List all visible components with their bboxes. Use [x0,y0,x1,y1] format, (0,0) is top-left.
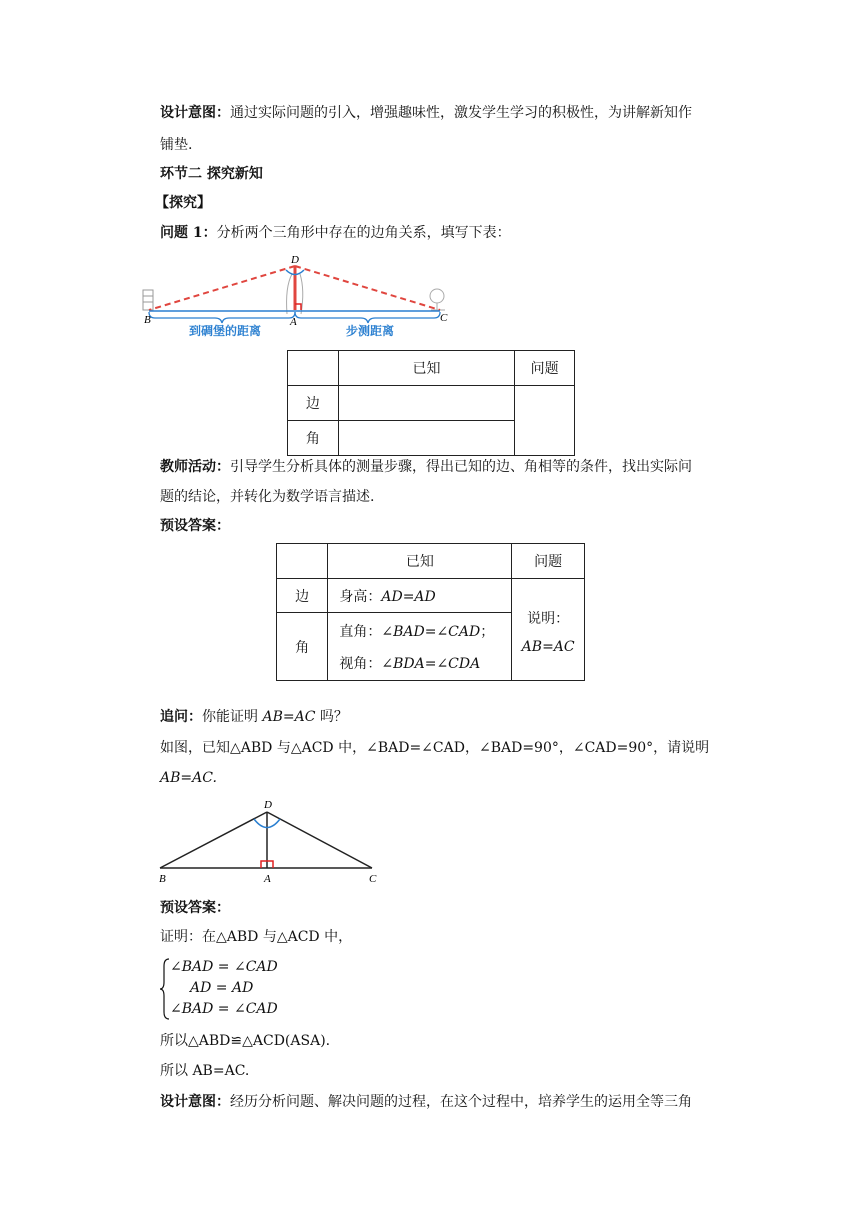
table-2-angle-line-2 [339,649,511,679]
system-line-2: AD = AD [190,980,254,996]
label-paced-distance: 步测距离 [346,324,395,338]
design-intent-2-text: 经历分析问题、解决问题的过程，在这个过程中，培养学生的运用全等三角 [230,1094,692,1110]
teacher-activity-text-1: 引导学生分析具体的测量步骤，得出已知的边、角相等的条件，找出实际问 [230,459,692,475]
design-intent-2 [160,1092,730,1112]
dashed-line-dc [295,266,440,310]
table-2-filled [276,543,585,681]
proof-congruent-line: 所以△ABD≌△ACD(ASA). [160,1033,331,1049]
segment-dc [267,812,372,868]
followup-line-2: AB=AC. [160,770,217,786]
intro-paragraph-line-1 [160,103,730,123]
table-2-question-cell [512,579,585,681]
table-2-angle-line-1 [339,615,511,649]
followup-expr: AB=AC [262,709,316,725]
point-label-b: B [144,314,151,326]
table-2-corner [277,544,328,579]
intro-label: 设计意图： [160,105,230,121]
design-intent-2-label: 设计意图： [160,1094,230,1110]
question-1 [160,223,730,243]
label-distance-to-bunker: 到碉堡的距离 [189,324,262,338]
intro-text-2: 铺垫. [160,137,193,153]
system-line-1: ∠BAD = ∠CAD [170,959,278,975]
followup-text-prefix: 你能证明 [202,709,263,725]
table-2-question-label: 说明： [527,610,570,627]
question-1-text: 分析两个三角形中存在的边角关系，填写下表： [216,225,511,241]
system-line-3: ∠BAD = ∠CAD [170,1001,278,1017]
table-2-header-known: 已知 [328,544,512,579]
teacher-activity-label: 教师活动： [160,459,230,475]
point-label-d: D [264,799,272,811]
answer-label-2: 预设答案： [160,900,230,916]
table-1-row-side: 边 [288,386,339,421]
followup-text-suffix: 吗？ [315,709,348,725]
question-1-label: 问题 1： [160,225,217,241]
brace-left [149,312,295,323]
table-2-angle-2-prefix: 视角： [339,655,382,672]
point-label-d: D [291,254,299,266]
figure-2-triangle-diagram [150,794,390,884]
bunker-icon [143,290,153,310]
dashed-line-db [149,266,295,310]
table-2-side-prefix: 身高： [339,588,382,605]
table-2-side-known [328,579,512,613]
table-1-header-known: 已知 [338,351,515,386]
teacher-activity-text-2: 题的结论，并转化为数学语言描述. [160,489,375,505]
answer-label-1: 预设答案： [160,518,230,534]
table-2-angle-1-suffix: ； [480,623,495,640]
figure-1-measurement-diagram [135,252,460,340]
intro-text-1: 通过实际问题的引入，增强趣味性，激发学生学习的积极性，为讲解新知作 [230,105,692,121]
point-label-c: C [369,873,377,884]
point-label-b: B [159,873,166,884]
table-2-angle-2-expr: ∠BDA=∠CDA [381,655,481,672]
brace-right [295,312,440,323]
table-1-row-angle: 角 [288,421,339,456]
table-1-corner [288,351,339,386]
table-2-angle-1-prefix: 直角： [339,623,382,640]
proof-conclusion-line: 所以 AB=AC. [160,1063,250,1079]
explore-heading: 【探究】 [155,195,211,211]
table-1-empty [287,350,575,456]
table-1-question-cell [515,386,575,456]
point-label-c: C [440,312,448,324]
table-2-row-side: 边 [277,579,328,613]
followup-label: 追问： [160,709,202,725]
teacher-activity-line-1 [160,457,730,477]
table-2-row-angle: 角 [277,613,328,681]
table-2-header-question: 问题 [512,544,585,579]
followup-question [160,707,730,727]
table-1-header-question: 问题 [515,351,575,386]
table-1-angle-known-cell [338,421,515,456]
table-1-side-known-cell [338,386,515,421]
point-label-a: A [264,873,271,884]
table-2-angle-1-expr: ∠BAD=∠CAD [381,623,481,640]
point-label-a: A [290,316,297,328]
table-2-angle-known [328,613,512,681]
table-2-question-expr: AB=AC [521,638,575,655]
proof-line-1: 证明：在△ABD 与△ACD 中， [160,929,353,945]
system-brace [160,958,170,1020]
segment-db [160,812,267,868]
table-2-side-expr: AD=AD [381,588,436,605]
followup-line-1: 如图，已知△ABD 与△ACD 中，∠BAD=∠CAD，∠BAD=90°，∠CAD=90°，请说明 [160,740,710,756]
section-title: 环节二 探究新知 [160,166,263,182]
